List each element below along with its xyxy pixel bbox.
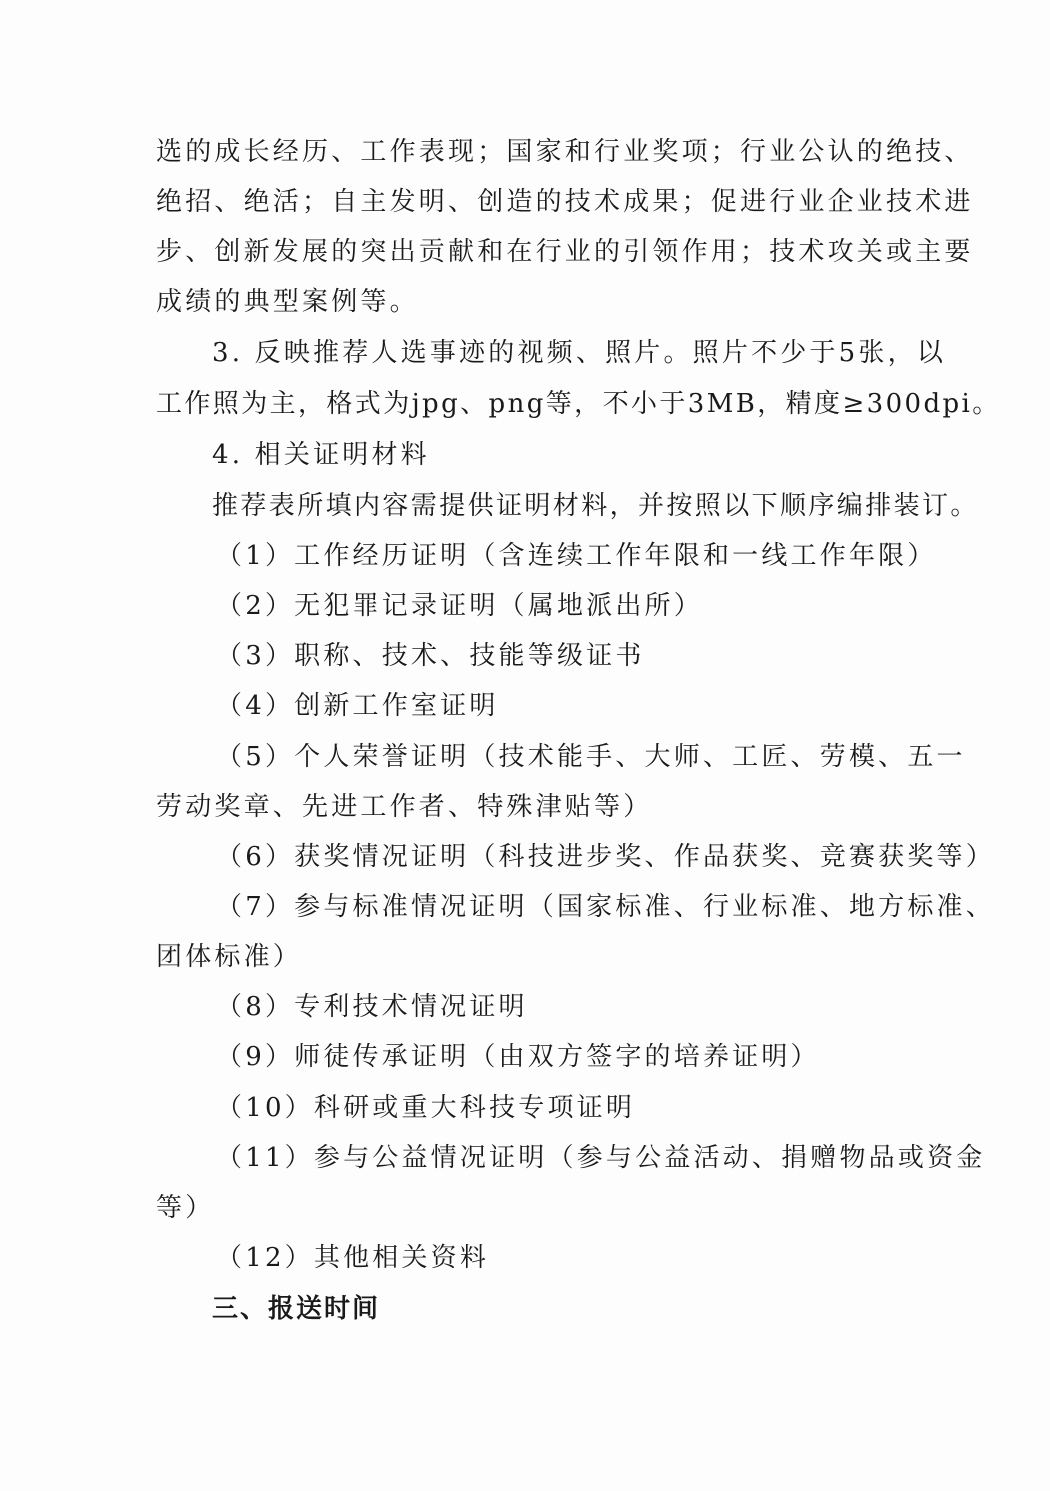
paragraph-line: 选的成长经历、工作表现；国家和行业奖项；行业公认的绝技、 (156, 137, 974, 167)
list-item: （3）职称、技术、技能等级证书 (216, 641, 645, 671)
paragraph-line: 成绩的典型案例等。 (156, 287, 419, 317)
list-item: （4）创新工作室证明 (216, 691, 499, 721)
section-heading: 三、报送时间 (212, 1294, 381, 1324)
list-item: （6）获奖情况证明（科技进步奖、作品获奖、竞赛获奖等） (216, 842, 995, 872)
list-item: （11）参与公益情况证明（参与公益活动、捐赠物品或资金 (216, 1143, 986, 1173)
item-4-heading: 4. 相关证明材料 (212, 440, 430, 470)
list-item-continuation: 劳动奖章、先进工作者、特殊津贴等） (156, 792, 653, 822)
list-item: （12）其他相关资料 (216, 1243, 490, 1273)
list-item: （9）师徒传承证明（由双方签字的培养证明） (216, 1042, 820, 1072)
item-3-line: 3. 反映推荐人选事迹的视频、照片。照片不少于5张，以 (212, 338, 947, 368)
list-item: （2）无犯罪记录证明（属地派出所） (216, 591, 703, 621)
list-item: （5）个人荣誉证明（技术能手、大师、工匠、劳模、五一 (216, 742, 966, 772)
list-item: （10）科研或重大科技专项证明 (216, 1093, 636, 1123)
paragraph-line: 步、创新发展的突出贡献和在行业的引领作用；技术攻关或主要 (156, 237, 974, 267)
list-item: （1）工作经历证明（含连续工作年限和一线工作年限） (216, 541, 937, 571)
list-item: （8）专利技术情况证明 (216, 992, 528, 1022)
item-3-continuation: 工作照为主，格式为jpg、png等，不小于3MB，精度≥300dpi。 (156, 389, 1001, 419)
list-item: （7）参与标准情况证明（国家标准、行业标准、地方标准、 (216, 892, 995, 922)
paragraph-line: 绝招、绝活；自主发明、创造的技术成果；促进行业企业技术进 (156, 187, 974, 217)
list-item-continuation: 团体标准） (156, 942, 303, 972)
instruction-line: 推荐表所填内容需提供证明材料，并按照以下顺序编排装订。 (212, 491, 979, 521)
list-item-continuation: 等） (156, 1193, 215, 1223)
